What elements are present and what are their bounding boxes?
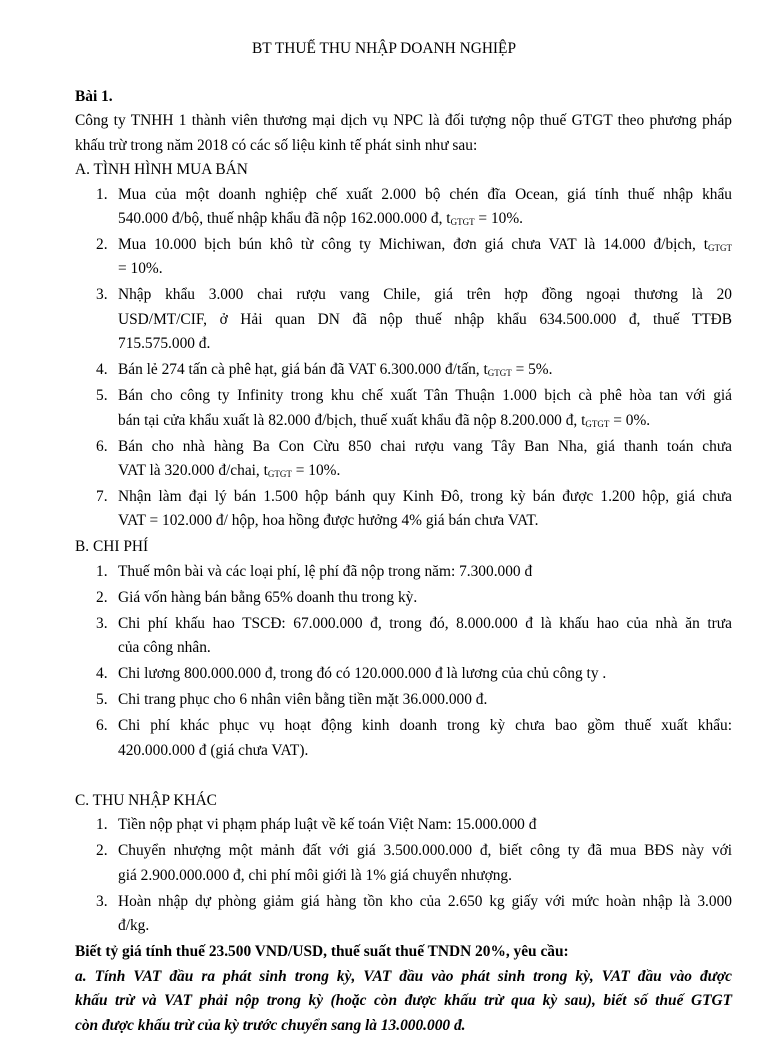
list-item: 1. Mua của một doanh nghiệp chế xuất 2.000 bộ chén đĩa Ocean, giá tính thuế nhập khẩu 540.000 đ/bộ, thuế nhập khẩu đã nộp 162.000.000 đ, $t_{GTGT} = 10\%$. — [96, 185, 732, 228]
requirement-a: a. Tính VAT đầu ra phát sinh trong kỳ, VAT đầu vào phát sinh trong kỳ, VAT đầu vào được khấu trừ và VAT phải nộp trong kỳ (hoặc còn được khấu trừ qua kỳ sau), biết số thuế GTGT còn được khấu trừ của kỳ trước chuyển sang là 13.000.000 đ. — [75, 967, 732, 1034]
list-item: 4. Chi lương 800.000.000 đ, trong đó có 120.000.000 đ là lương của chủ công ty . — [96, 665, 607, 683]
list-item: 6. Bán cho nhà hàng Ba Con Cừu 850 chai rượu vang Tây Ban Nha, giá thanh toán chưa VAT là 320.000 đ/chai, $t_{GTGT} = 10\%$. — [96, 437, 732, 480]
list-item: 2. Chuyển nhượng một mảnh đất với giá 3.500.000.000 đ, biết công ty đã mua BĐS này với giá 2.900.000.000 đ, chi phí môi giới là 1% giá chuyển nhượng. — [96, 842, 732, 884]
section-a-heading: A. TÌNH HÌNH MUA BÁN — [75, 161, 248, 179]
list-item: 6. Chi phí khác phục vụ hoạt động kinh doanh trong kỳ chưa bao gồm thuế xuất khẩu: 420.000.000 đ (giá chưa VAT). — [96, 717, 732, 759]
section-a-list — [75, 183, 732, 534]
list-item: 4. Bán lẻ 274 tấn cà phê hạt, giá bán đã VAT 6.300.000 đ/tấn, $t_{GTGT} = 5\%$. — [96, 361, 553, 379]
document-body — [75, 85, 732, 1038]
list-item: 7. Nhận làm đại lý bán 1.500 hộp bánh quy Kinh Đô, trong kỳ bán được 1.200 hộp, giá chưa VAT = 102.000 đ/ hộp, hoa hồng được hưởng 4% giá bán chưa VAT. — [96, 488, 732, 530]
list-item: 3. Nhập khẩu 3.000 chai rượu vang Chile, giá trên hợp đồng ngoại thương là 20 USD/MT/CIF, ở Hải quan DN đã nộp thuế nhập khẩu 634.500.000 đ, thuế TTĐB 715.575.000 đ. — [96, 286, 732, 353]
requirement-intro: Biết tỷ giá tính thuế 23.500 VND/USD, thuế suất thuế TNDN 20%, yêu cầu: — [75, 943, 569, 961]
exercise-label: Bài 1. — [75, 88, 113, 105]
section-c-list — [75, 813, 732, 938]
document-title: BT THUẾ THU NHẬP DOANH NGHIỆP — [251, 40, 517, 57]
section-b-heading: B. CHI PHÍ — [75, 538, 149, 556]
list-item: 1. Tiền nộp phạt vi phạm pháp luật về kế toán Việt Nam: 15.000.000 đ — [96, 816, 537, 834]
list-item: 1. Thuế môn bài và các loại phí, lệ phí đã nộp trong năm: 7.300.000 đ — [96, 562, 533, 580]
list-item: 3. Chi phí khấu hao TSCĐ: 67.000.000 đ, trong đó, 8.000.000 đ là khấu hao của nhà ăn trưa của công nhân. — [96, 614, 732, 657]
list-item: 3. Hoàn nhập dự phòng giảm giá hàng tồn kho của 2.650 kg giấy với mức hoàn nhập là 3.000 đ/kg. — [96, 892, 732, 935]
list-item: 5. Bán cho công ty Infinity trong khu chế xuất Tân Thuận 1.000 bịch cà phê hòa tan với giá bán tại cửa khẩu xuất là 82.000 đ/bịch, thuế xuất khẩu đã nộp 8.200.000 đ, $t_{GTGT} = 0\%$. — [96, 387, 732, 429]
list-item: 2. Mua 10.000 bịch bún khô từ công ty Michiwan, đơn giá chưa VAT là 14.000 đ/bịch, $t_{GTGT}$ = 10%. — [96, 236, 732, 278]
list-item: 2. Giá vốn hàng bán bằng 65% doanh thu trong kỳ. — [96, 588, 418, 606]
section-c-heading: C. THU NHẬP KHÁC — [75, 792, 217, 810]
exercise-intro: Công ty TNHH 1 thành viên thương mại dịch vụ NPC là đối tượng nộp thuế GTGT theo phương pháp khấu trừ trong năm 2018 có các số liệu kinh tế phát sinh như sau: — [75, 112, 732, 154]
section-b-list — [75, 560, 732, 763]
list-item: 5. Chi trang phục cho 6 nhân viên bằng tiền mặt 36.000.000 đ. — [96, 691, 488, 709]
